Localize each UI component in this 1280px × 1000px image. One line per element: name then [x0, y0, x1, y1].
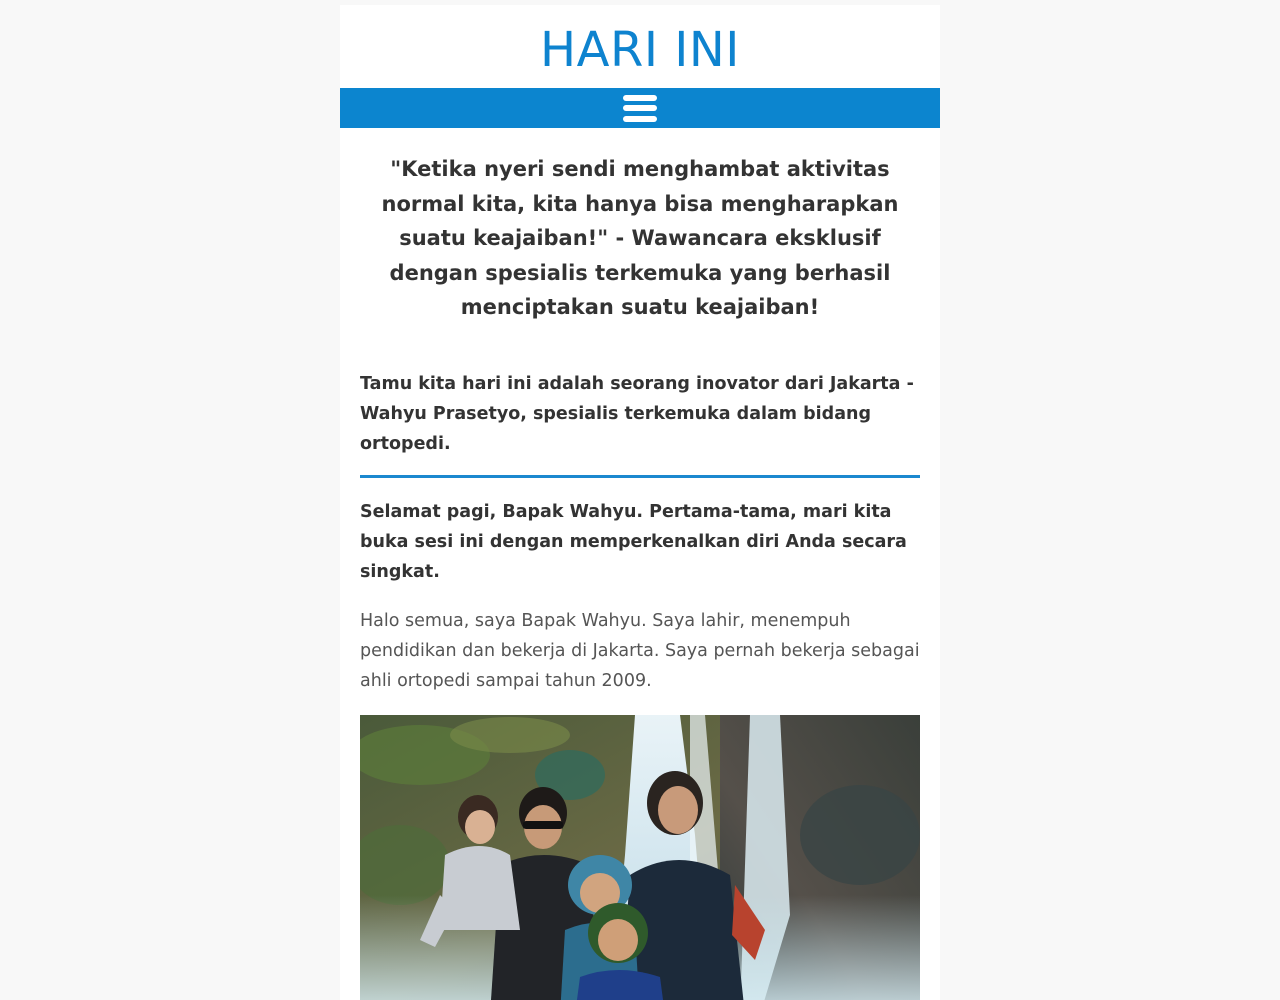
- page-container: [340, 5, 940, 1000]
- article-headline: "Ketika nyeri sendi menghambat aktivitas normal kita, kita hanya bisa mengharapkan suatu keajaiban!" - Wawancara eksklusif dengan spesialis terkemuka yang berhasil menciptakan suatu keajaiban!: [381, 157, 899, 319]
- family-photo: [360, 715, 920, 1000]
- hamburger-line: [623, 105, 657, 111]
- hamburger-menu-icon[interactable]: [623, 95, 657, 122]
- hamburger-line: [623, 95, 657, 101]
- section-divider: [360, 475, 920, 478]
- site-title[interactable]: HARI INI: [540, 21, 740, 78]
- nav-bar: [340, 88, 940, 128]
- site-header: [340, 5, 940, 88]
- article: [340, 152, 940, 1000]
- interview-question: Selamat pagi, Bapak Wahyu. Pertama-tama, mari kita buka sesi ini dengan memperkenalkan diri Anda secara singkat.: [360, 501, 907, 582]
- interview-answer: Halo semua, saya Bapak Wahyu. Saya lahir, menempuh pendidikan dan bekerja di Jakarta. Saya pernah bekerja sebagai ahli ortopedi sampai tahun 2009.: [360, 610, 920, 691]
- article-intro: Tamu kita hari ini adalah seorang inovator dari Jakarta - Wahyu Prasetyo, spesialis terkemuka dalam bidang ortopedi.: [360, 373, 914, 454]
- hamburger-line: [623, 116, 657, 122]
